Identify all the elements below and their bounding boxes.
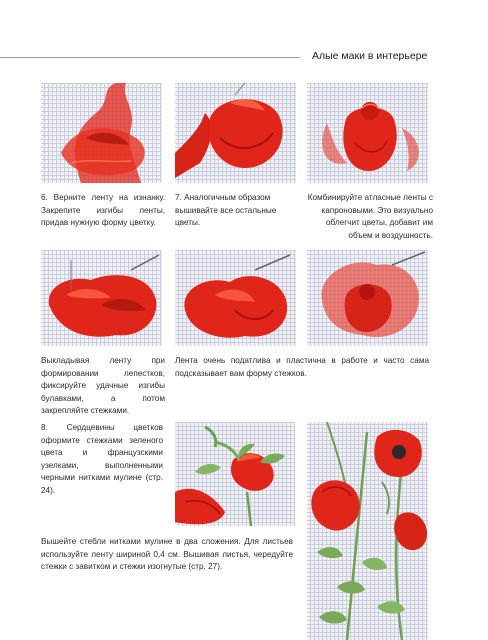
caption-pliable-tip: Лента очень податлива и пластична в работе и часто сама подсказывает вам форму стежков. (175, 356, 429, 378)
caption-combine-tip: Комбинируйте атласные ленты с капроновыми. Это визуально облегчит цветы, добавит им объем и воздушность. (307, 193, 433, 240)
photo-step7-satin-flower (175, 83, 296, 183)
caption-step6: 6. Верните ленту на изнанку. Закрепите изгибы ленты, придав нужную форму цветку. (41, 193, 165, 228)
photo-combined-ribbons (307, 83, 428, 183)
caption-stems-tip: Вышейте стебли нитками мулине в два сложения. Для листьев используйте ленту шириной 0,4 см. Вышивая листья, чередуйте стежки с завитком и стежки изогнутые (стр. 27). (41, 537, 293, 572)
caption-step7: 7. Аналогичным образом вышивайте все остальные цветы. (175, 193, 277, 228)
photo-step8-bud-leaves (175, 422, 295, 526)
caption-step8: 8. Сердцевины цветков оформите стежками зеленого цвета и французскими узелками, выполненными черными нитками мулине (стр. 24). (41, 423, 163, 495)
photo-pliable-ribbon-1 (175, 250, 296, 346)
photo-forming-petals (41, 250, 162, 346)
header-rule (0, 57, 300, 58)
photo-poppies-with-stems (307, 422, 428, 640)
caption-laying-tip: Выкладывая ленту при формировании лепестков, фиксируйте удачные изгибы булавками, а потом закрепляйте стежками. (41, 356, 165, 416)
running-title: Алые маки в интерьере (312, 50, 428, 62)
photo-step6-ribbon-flip (41, 83, 162, 183)
photo-pliable-ribbon-2 (307, 250, 428, 346)
